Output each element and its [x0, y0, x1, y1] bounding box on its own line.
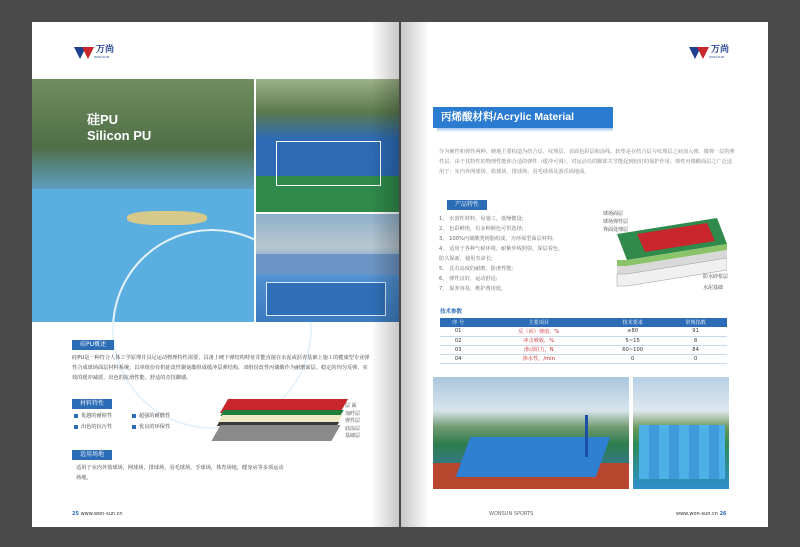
features-tag: 材料特性: [72, 399, 112, 409]
diagram-label: 界面处理层: [603, 227, 629, 233]
diagram-label: 球场弹性层: [603, 219, 629, 225]
hero-title: [87, 112, 151, 144]
bullet-icon: [74, 425, 78, 429]
table-cell: 滑动阻力，N: [476, 345, 601, 354]
table-cell: 84: [664, 345, 727, 354]
brand-name: 万尚: [711, 45, 730, 55]
hero-title-cn: 硅PU: [87, 112, 119, 127]
table-cell: 03: [440, 345, 476, 354]
hero-photo: [32, 79, 254, 322]
table-cell: 5~15: [601, 336, 664, 345]
feature-2: [74, 422, 112, 433]
table-cell: 冲击吸收，%: [476, 336, 601, 345]
table-row: [440, 327, 727, 336]
spec-table: [440, 318, 727, 364]
table-row: [440, 345, 727, 354]
table-cell: 反（回）弹值，%: [476, 327, 601, 336]
layer-label: 层 面: [345, 403, 357, 409]
table-cell: 8: [664, 336, 727, 345]
table-header-row: [440, 318, 727, 327]
section-title: 丙烯酸材料/Acrylic Material: [433, 107, 613, 128]
intro-text: 硅PU是一种符合人体工学原理并具足运动物理特性需要，具备上硬下弹结构特征并能直接在水泥或沥青基础上施工的健康型专业弹性合成球场面层材料系统，以单组份有机硅改性聚氨酯组成缓冲层弹结构，双组份改性丙烯酸作为耐磨面层。稳定的均匀反弹、实效的缓冲减震、出色的抗滑性能、舒适的竞技脚感。: [72, 355, 370, 381]
diagram-label: 水泥基础: [703, 285, 724, 291]
brand-logo: [74, 46, 114, 59]
table-row: [440, 336, 727, 345]
logo-icon: [74, 47, 94, 59]
page-number: 25: [72, 511, 79, 517]
product-feature: 3、 100%丙烯酸类树脂组成，为环保型面层材料;: [439, 236, 554, 242]
product-feature: 4、 适用于各种气候环境，耐紫外线照射，深层着色，: [439, 246, 564, 252]
table-cell: 04: [440, 354, 476, 363]
column-header: 主要项目: [476, 318, 601, 327]
column-header: 技术要求: [601, 318, 664, 327]
page-number: 26: [719, 511, 727, 517]
table-cell: 01: [440, 327, 476, 336]
bullet-icon: [132, 414, 136, 418]
brand-sub: WON-SUN: [709, 55, 724, 59]
bullet-icon: [132, 425, 136, 429]
product-feature: 防久保新，使用寿命长;: [439, 256, 493, 262]
column-header: 常规指数: [664, 318, 727, 327]
layer-diagram: [212, 399, 342, 459]
diagram-label: 球场面层: [603, 211, 624, 217]
basketball-court-photo: [433, 377, 629, 489]
logo-icon: [689, 47, 709, 59]
intro-tag: 硅PU概述: [72, 340, 114, 350]
usage-text: 适用于室内外篮球场，网球场，排球场，羽毛球场，手球场，体育场地，健身房等多项运动场地。: [76, 465, 284, 481]
table-cell: 0: [664, 354, 727, 363]
right-page: [401, 22, 768, 527]
table-cell: 02: [440, 336, 476, 345]
spec-tag: 技术参数: [440, 309, 463, 315]
table-row: [440, 354, 727, 363]
stadium-court: [266, 282, 386, 316]
layer-label: 弹性层: [345, 418, 361, 424]
feature-4: [132, 422, 170, 433]
table-cell: 渗水性，/min: [476, 354, 601, 363]
layer-label: 底涂层: [345, 425, 361, 432]
court-lines: [276, 141, 381, 186]
court-surface: [639, 425, 725, 479]
multi-court-photo: [633, 377, 729, 489]
feature-label: 优越的耐候性: [81, 413, 113, 419]
footer-brand: WONSUN SPORTS: [489, 511, 534, 517]
table-cell: 60~100: [601, 345, 664, 354]
right-footer: [676, 511, 727, 517]
intro-text: 分为硬性和弹性两种。硬地主要构造为结合层、纹理层、表面色彩层和涂线。软垫是在结合层与纹理层之间加入弹、微弹一层的弹性层。由于其特性的物理性能和合适的弹性（缓冲可调），对运动员的脚部关节能起到较好的保护作用。弹性丙烯酸面层之广泛适用于：室内外网球场、篮球场、排球场、羽毛球场及游乐场地面。: [439, 149, 735, 175]
product-tag: 产品特性: [447, 200, 487, 210]
table-cell: 0: [601, 354, 664, 363]
feature-3: [132, 411, 170, 422]
bullet-icon: [74, 414, 78, 418]
product-feature: 6、 弹性良好，运动舒适;: [439, 276, 498, 282]
footer-url: www.won-sun.cn: [80, 511, 123, 517]
feature-label: 出色的抗污性: [81, 424, 113, 430]
product-feature: 2、 色彩鲜艳，有多种颜色可供选择;: [439, 226, 524, 232]
feature-1: [74, 411, 112, 422]
feature-label: 优良的环保性: [139, 424, 171, 430]
layer-labels: [345, 403, 360, 441]
title-shadow: [437, 128, 613, 132]
brand-logo: [689, 46, 729, 59]
feature-label: 超强的耐磨性: [139, 413, 171, 419]
product-feature: 5、 具有高度的耐磨，防滑性能;: [439, 266, 514, 272]
left-page: [32, 22, 399, 527]
layer-base: [211, 425, 340, 441]
court-key: [127, 211, 207, 225]
layer-label: 加纤层: [345, 410, 361, 417]
table-cell: 91: [664, 327, 727, 336]
product-feature: 7、 保养容易，维护费用低。: [439, 286, 507, 292]
spine-shadow: [401, 22, 429, 527]
left-footer: [72, 511, 123, 517]
usage-tag: 适用场地: [72, 450, 112, 460]
table-cell: ≥80: [601, 327, 664, 336]
basketball-hoop: [585, 415, 588, 457]
product-features: [439, 214, 589, 294]
spine-shadow: [371, 22, 399, 527]
column-header: 序 号: [440, 318, 476, 327]
brand-name: 万尚: [96, 45, 115, 55]
layer-label: 基础层: [345, 433, 361, 439]
footer-url: www.won-sun.cn: [676, 511, 718, 517]
diagram-label: 防水砂浆层: [703, 274, 729, 280]
hero-title-en: Silicon PU: [87, 128, 152, 143]
product-feature: 1、 水溶性材料，易施工，低噪健设;: [439, 216, 524, 222]
brand-sub: WON-SUN: [94, 55, 109, 59]
